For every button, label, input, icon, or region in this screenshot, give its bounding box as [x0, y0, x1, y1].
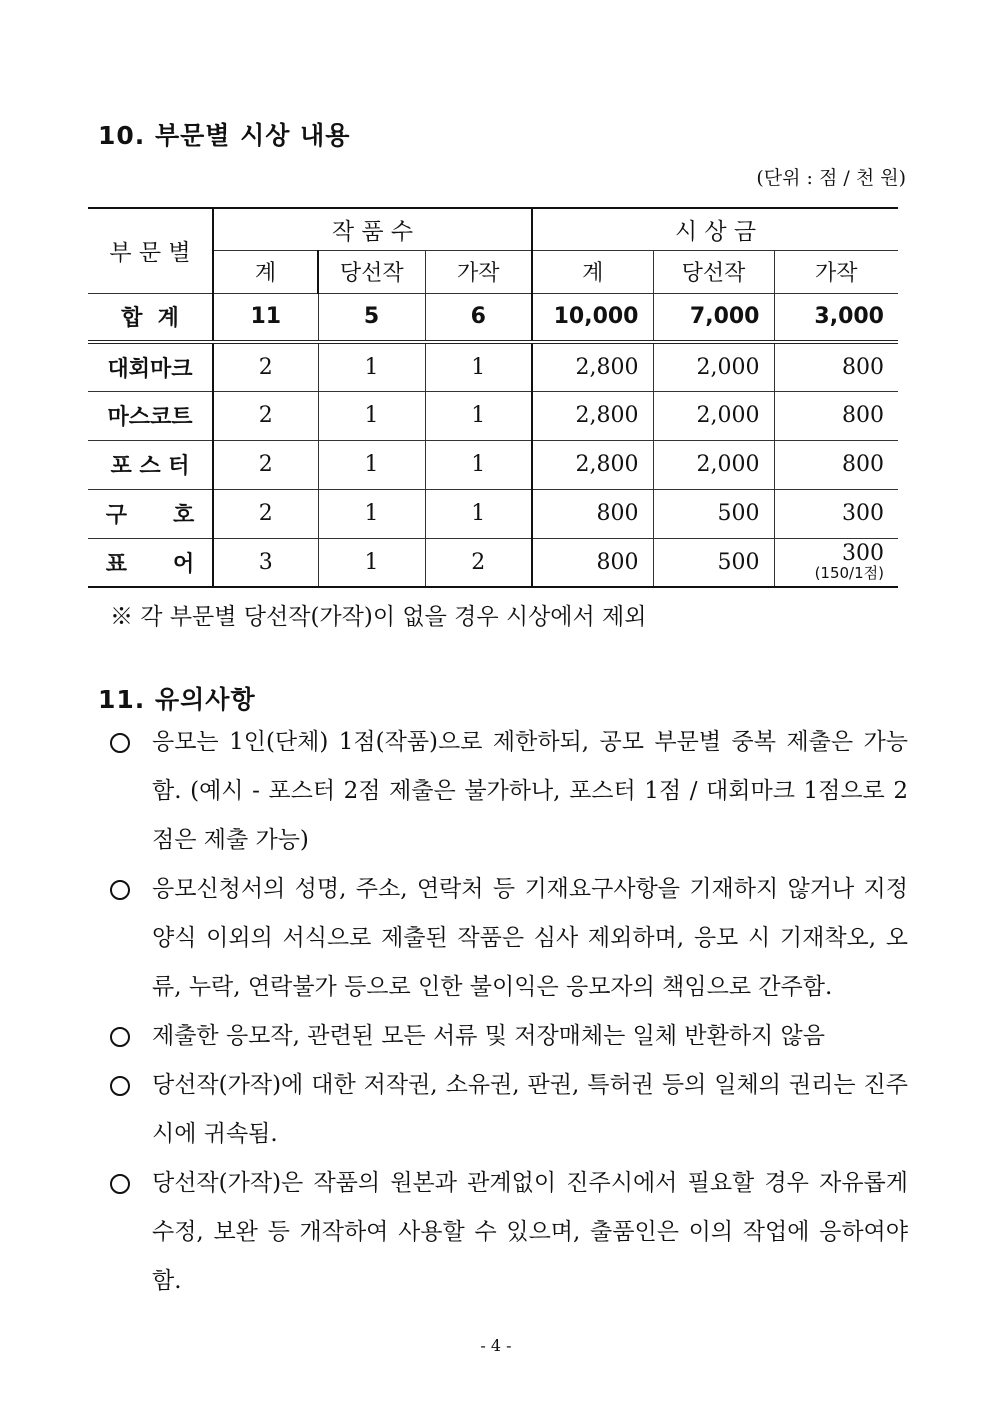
- cell: 800: [532, 538, 653, 587]
- cell: 2,000: [653, 440, 774, 489]
- notice-list: [108, 718, 908, 1306]
- cell: 2,000: [653, 391, 774, 440]
- total-row: [88, 293, 898, 342]
- cell: 11: [213, 293, 318, 342]
- cell: 1: [425, 440, 532, 489]
- cell: 2,800: [532, 440, 653, 489]
- row-label: 마스코트: [88, 391, 213, 440]
- cell: 500: [653, 489, 774, 538]
- cell: 3,000: [774, 293, 898, 342]
- cell: 6: [425, 293, 532, 342]
- circle-bullet-icon: [110, 880, 130, 900]
- works-group-header: 작 품 수: [213, 208, 532, 250]
- cell: 800: [774, 342, 898, 391]
- cell: 10,000: [532, 293, 653, 342]
- cell: 1: [425, 489, 532, 538]
- table-row: [88, 342, 898, 391]
- cell: 2: [213, 342, 318, 391]
- section-11-title: 11. 유의사항: [98, 685, 256, 714]
- list-item: [108, 1061, 908, 1159]
- cell: 2,800: [532, 342, 653, 391]
- row-label: 표 어: [88, 538, 213, 587]
- sub-header-works-honorable: 가작: [425, 250, 532, 293]
- list-item-text: 제출한 응모작, 관련된 모든 서류 및 저장매체는 일체 반환하지 않음: [152, 1023, 825, 1049]
- table-row: [88, 538, 898, 587]
- cell: 2,800: [532, 391, 653, 440]
- table-row: [88, 489, 898, 538]
- cell: 3: [213, 538, 318, 587]
- sub-header-works-winner: 당선작: [318, 250, 425, 293]
- total-label: 합 계: [88, 293, 213, 342]
- table-row: [88, 440, 898, 489]
- cell: 1: [425, 391, 532, 440]
- circle-bullet-icon: [110, 1174, 130, 1194]
- table-note: ※ 각 부문별 당선작(가작)이 없을 경우 시상에서 제외: [110, 604, 647, 630]
- list-item-text: 응모신청서의 성명, 주소, 연락처 등 기재요구사항을 기재하지 않거나 지정 양식 이외의 서식으로 제출된 작품은 심사 제외하며, 응모 시 기재착오, 오류, 누락, 연락불가 등으로 인한 불이익은 응모자의 책임으로 간주함.: [152, 876, 908, 1000]
- list-item: [108, 1012, 908, 1061]
- category-header: 부 문 별: [88, 208, 213, 293]
- cell: 1: [318, 391, 425, 440]
- list-item: [108, 718, 908, 865]
- cell: 800: [774, 391, 898, 440]
- cell-subnote: (150/1점): [814, 564, 884, 583]
- page-number: - 4 -: [480, 1336, 512, 1355]
- prize-group-header: 시 상 금: [532, 208, 898, 250]
- cell: 1: [318, 538, 425, 587]
- cell: 2: [425, 538, 532, 587]
- cell: 800: [774, 440, 898, 489]
- unit-label: (단위 : 점 / 천 원): [756, 167, 906, 189]
- table-row: [88, 391, 898, 440]
- row-label: 포 스 터: [88, 440, 213, 489]
- cell: 2: [213, 391, 318, 440]
- circle-bullet-icon: [110, 733, 130, 753]
- cell: 1: [425, 342, 532, 391]
- row-label: 구 호: [88, 489, 213, 538]
- list-item-text: 응모는 1인(단체) 1점(작품)으로 제한하되, 공모 부문별 중복 제출은 가능함. (예시 - 포스터 2점 제출은 불가하나, 포스터 1점 / 대회마크 1점으로 2점은 제출 가능): [152, 729, 908, 853]
- sub-header-works-total: 계: [213, 250, 318, 293]
- sub-header-prize-total: 계: [532, 250, 653, 293]
- cell: 1: [318, 489, 425, 538]
- cell: 1: [318, 342, 425, 391]
- list-item: [108, 865, 908, 1012]
- cell: 1: [318, 440, 425, 489]
- cell-value: 300: [842, 541, 884, 567]
- cell: 500: [653, 538, 774, 587]
- cell: 2: [213, 440, 318, 489]
- list-item: [108, 1159, 908, 1306]
- sub-header-prize-honorable: 가작: [774, 250, 898, 293]
- cell: 300: [774, 489, 898, 538]
- circle-bullet-icon: [110, 1076, 130, 1096]
- cell: 5: [318, 293, 425, 342]
- row-label: 대회마크: [88, 342, 213, 391]
- circle-bullet-icon: [110, 1027, 130, 1047]
- list-item-text: 당선작(가작)에 대한 저작권, 소유권, 판권, 특허권 등의 일체의 권리는 진주시에 귀속됨.: [152, 1072, 908, 1147]
- list-item-text: 당선작(가작)은 작품의 원본과 관계없이 진주시에서 필요할 경우 자유롭게 수정, 보완 등 개작하여 사용할 수 있으며, 출품인은 이의 작업에 응하여야 함.: [152, 1170, 908, 1294]
- cell: 7,000: [653, 293, 774, 342]
- cell: 2: [213, 489, 318, 538]
- award-table: [88, 207, 898, 588]
- cell: 2,000: [653, 342, 774, 391]
- cell: 800: [532, 489, 653, 538]
- section-10-title: 10. 부문별 시상 내용: [98, 121, 351, 150]
- cell-with-note: [774, 538, 898, 587]
- sub-header-prize-winner: 당선작: [653, 250, 774, 293]
